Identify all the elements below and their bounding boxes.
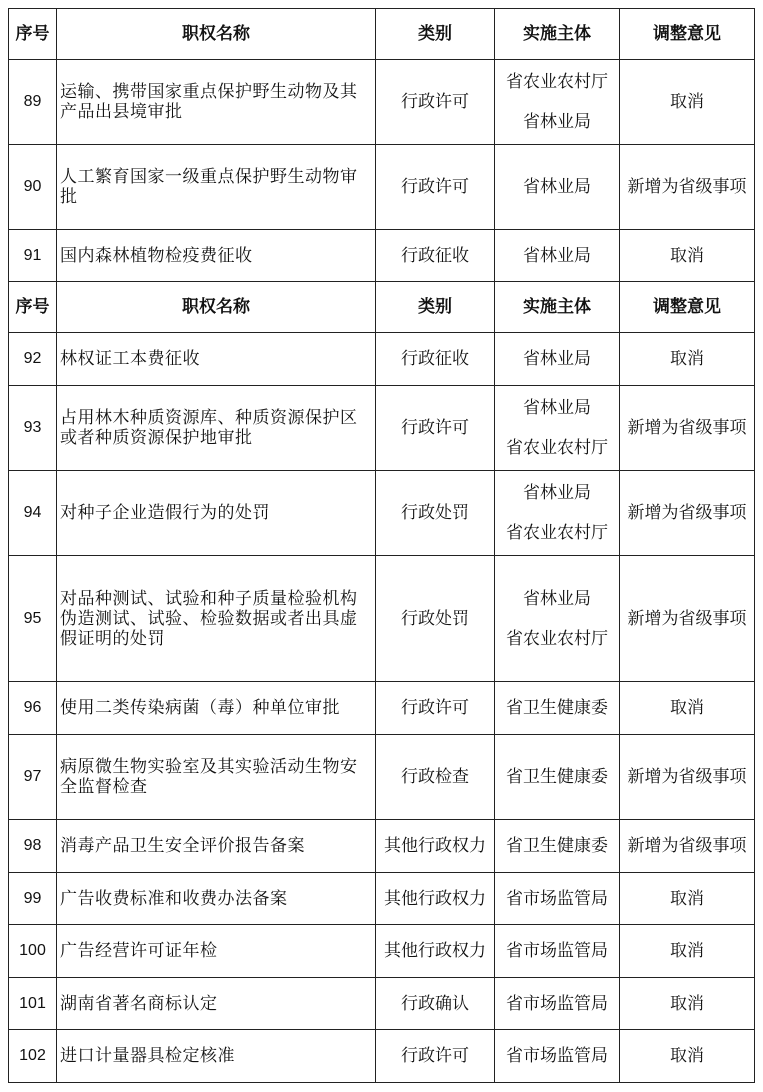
subject-line: 省林业局 [523, 112, 591, 132]
row-category: 行政许可 [376, 386, 495, 471]
row-subject: 省市场监管局 [495, 1030, 620, 1083]
row-subject: 省市场监管局 [495, 978, 620, 1030]
table-row [9, 471, 755, 556]
row-category: 行政许可 [376, 145, 495, 230]
row-no: 100 [9, 925, 57, 978]
table-row [9, 1030, 755, 1083]
header-category: 类别 [376, 282, 495, 333]
row-category: 行政处罚 [376, 556, 495, 682]
subject-line: 省林业局 [523, 483, 591, 503]
row-opinion: 新增为省级事项 [620, 735, 755, 820]
row-no: 90 [9, 145, 57, 230]
header-opinion: 调整意见 [620, 9, 755, 60]
row-name: 广告经营许可证年检 [57, 925, 376, 978]
table-row [9, 60, 755, 145]
table-row [9, 873, 755, 925]
row-category: 行政处罚 [376, 471, 495, 556]
row-subject: 省市场监管局 [495, 925, 620, 978]
subject-line: 省农业农村厅 [506, 72, 608, 92]
row-opinion: 新增为省级事项 [620, 386, 755, 471]
row-name: 林权证工本费征收 [57, 333, 376, 386]
row-opinion: 新增为省级事项 [620, 145, 755, 230]
row-subject [495, 471, 620, 556]
row-no: 102 [9, 1030, 57, 1083]
row-opinion: 新增为省级事项 [620, 820, 755, 873]
row-name: 占用林木种质资源库、种质资源保护区或者种质资源保护地审批 [57, 386, 376, 471]
row-opinion: 取消 [620, 333, 755, 386]
table-row [9, 333, 755, 386]
row-name: 进口计量器具检定核准 [57, 1030, 376, 1083]
header-no: 序号 [9, 9, 57, 60]
row-name: 病原微生物实验室及其实验活动生物安全监督检查 [57, 735, 376, 820]
header-category: 类别 [376, 9, 495, 60]
table-row [9, 230, 755, 282]
row-category: 其他行政权力 [376, 873, 495, 925]
row-name: 消毒产品卫生安全评价报告备案 [57, 820, 376, 873]
subject-line: 省林业局 [523, 588, 591, 609]
row-no: 89 [9, 60, 57, 145]
row-subject: 省卫生健康委 [495, 735, 620, 820]
row-subject [495, 60, 620, 145]
row-opinion: 取消 [620, 230, 755, 282]
row-no: 96 [9, 682, 57, 735]
header-row [9, 9, 755, 60]
row-no: 101 [9, 978, 57, 1030]
header-name: 职权名称 [57, 282, 376, 333]
row-no: 99 [9, 873, 57, 925]
row-category: 其他行政权力 [376, 820, 495, 873]
row-category: 其他行政权力 [376, 925, 495, 978]
row-category: 行政检查 [376, 735, 495, 820]
row-subject: 省市场监管局 [495, 873, 620, 925]
subject-line: 省农业农村厅 [506, 628, 608, 649]
row-category: 行政征收 [376, 230, 495, 282]
powers-table [8, 8, 755, 1083]
header-no: 序号 [9, 282, 57, 333]
row-category: 行政征收 [376, 333, 495, 386]
row-name: 湖南省著名商标认定 [57, 978, 376, 1030]
row-opinion: 取消 [620, 925, 755, 978]
table-row [9, 145, 755, 230]
row-category: 行政许可 [376, 682, 495, 735]
row-category: 行政确认 [376, 978, 495, 1030]
row-name: 使用二类传染病菌（毒）种单位审批 [57, 682, 376, 735]
header-opinion: 调整意见 [620, 282, 755, 333]
row-category: 行政许可 [376, 60, 495, 145]
row-opinion: 取消 [620, 1030, 755, 1083]
row-name: 对品种测试、试验和种子质量检验机构伪造测试、试验、检验数据或者出具虚假证明的处罚 [57, 556, 376, 682]
row-no: 93 [9, 386, 57, 471]
row-no: 91 [9, 230, 57, 282]
header-row-repeat [9, 282, 755, 333]
row-opinion: 取消 [620, 873, 755, 925]
row-opinion: 取消 [620, 978, 755, 1030]
row-no: 98 [9, 820, 57, 873]
row-subject: 省卫生健康委 [495, 820, 620, 873]
row-opinion: 取消 [620, 60, 755, 145]
table-row [9, 735, 755, 820]
row-subject: 省林业局 [495, 333, 620, 386]
subject-line: 省农业农村厅 [506, 523, 608, 543]
header-name: 职权名称 [57, 9, 376, 60]
row-name: 对种子企业造假行为的处罚 [57, 471, 376, 556]
row-subject: 省林业局 [495, 230, 620, 282]
row-subject: 省卫生健康委 [495, 682, 620, 735]
row-opinion: 取消 [620, 682, 755, 735]
row-name: 运输、携带国家重点保护野生动物及其产品出县境审批 [57, 60, 376, 145]
table-row [9, 682, 755, 735]
row-name: 广告收费标准和收费办法备案 [57, 873, 376, 925]
subject-line: 省农业农村厅 [506, 438, 608, 458]
row-category: 行政许可 [376, 1030, 495, 1083]
table-row [9, 386, 755, 471]
row-no: 95 [9, 556, 57, 682]
row-no: 92 [9, 333, 57, 386]
header-subject: 实施主体 [495, 9, 620, 60]
row-subject [495, 556, 620, 682]
table-row [9, 925, 755, 978]
row-no: 97 [9, 735, 57, 820]
row-opinion: 新增为省级事项 [620, 471, 755, 556]
table-row [9, 978, 755, 1030]
row-subject [495, 386, 620, 471]
table-row [9, 820, 755, 873]
row-subject: 省林业局 [495, 145, 620, 230]
row-opinion: 新增为省级事项 [620, 556, 755, 682]
header-subject: 实施主体 [495, 282, 620, 333]
row-name: 国内森林植物检疫费征收 [57, 230, 376, 282]
table-row [9, 556, 755, 682]
subject-line: 省林业局 [523, 398, 591, 418]
row-no: 94 [9, 471, 57, 556]
row-name: 人工繁育国家一级重点保护野生动物审批 [57, 145, 376, 230]
